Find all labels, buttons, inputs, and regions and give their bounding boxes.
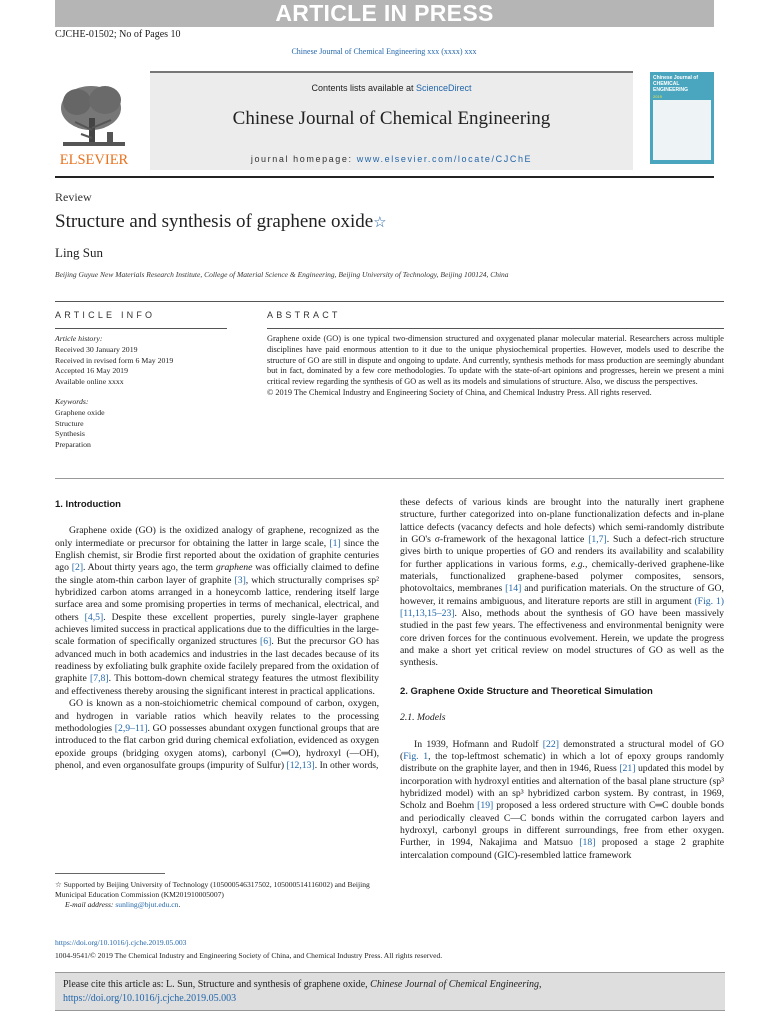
article-type: Review [55,190,92,204]
homepage-prefix: journal homepage: [250,154,357,164]
keyword: Synthesis [55,429,85,439]
journal-title: Chinese Journal of Chemical Engineering [232,108,551,129]
contents-line [150,83,633,93]
journal-reference-link[interactable]: Chinese Journal of Chemical Engineering xxx (xxxx) xxx [291,47,477,56]
footnote: ☆ Supported by Beijing University of Technology (105000546317502, 105000514116002) and Beijing Municipal Education Commission (KM201910005007) E-mail address: sunling@bjut.edu.cn. [55,880,385,910]
keyword: Graphene oxide [55,407,105,417]
history-online: Available online xxxx [55,377,124,387]
citation-prefix: Please cite this article as: L. Sun, Structure and synthesis of graphene oxide, [63,979,371,990]
keyword: Preparation [55,440,91,450]
citation-box: Please cite this article as: L. Sun, Structure and synthesis of graphene oxide, Chinese Journal of Chemical Engineering, https://doi.org/10.1016/j.cjche.2019.05.003 [55,972,725,1011]
citation-link[interactable]: [6] [260,636,272,648]
paper-title-text: Structure and synthesis of graphene oxide [55,211,374,232]
funding-note: ☆ Supported by Beijing University of Technology (105000546317502, 105000514116002) and Beijing Municipal Education Commission (KM201910005007) [55,880,370,899]
paragraph-models: In 1939, Hofmann and Rudolf [22] demonstrated a structural model of GO (Fig. 1, the top-leftmost schematic) in which a lot of epoxy groups randomly distribute on the graphite layer, and then in 1946, Ruess [21] updated this model by incorporation with hydroxyl entities and alternation of the basal plane structure (sp³ hybridized model) with an sp³ hybridized carbon system. By contrast, in 1969, Scholz and Boehm [19] proposed a less ordered structure with C═C double bonds and periodically cleaved C—C bonds within the corrugated carbon layers and hydroxyl, carbonyl groups in different surroundings, free from ether oxygen. Further, in 1994, Nakajima and Matsuo [18] proposed a stage 2 graphite intercalation compound (GIC)-resembled lattice framework [400,738,725,861]
article-id: CJCHE-01502; No of Pages 10 [55,29,181,40]
elsevier-logo[interactable] [55,80,133,166]
citation-link[interactable]: [11,13,15–23] [400,608,455,620]
citation-link[interactable]: [19] [477,800,494,812]
author-email-link[interactable]: sunling@bjut.edu.cn [115,900,179,909]
paragraph-intro-3: these defects of various kinds are brought into the naturally inert graphene structure, further categorized into on-plane functionalization defects and in-plane lattice defects (vacancy defects and hole defects) which semi-randomly distribute in GO's σ-framework of the hexagonal lattice [1,7]. Such a defect-rich structure gives birth to unique properties of GO and renders its availability and scalability for further applications in various forms, e.g., chemically-derived graphene-like materials, functionalized graphene-based polymer composites, sensors, photovoltaics, membranes [14] and purification materials. On the structure of GO, however, it remains ambiguous, and literature reports are still in argument (Fig. 1) [11,13,15–23]. Also, methods about the synthesis of GO have been massively studied in the past few years. The effectiveness and environmental benignity were core driven forces for the continuous evolvement. Herein, we update the progress and make a short yet critical review on model structures of GO as well as the synthesis. [400,497,725,669]
author-affiliation: Beijing Guyue New Materials Research Institute, College of Material Science & Engineering, Beijing University of Technology, Beijing 100124, China [55,270,509,279]
paragraph-intro-1: Graphene oxide (GO) is the oxidized analogy of graphene, recognized as the only intermediate or precursor for obtaining the latter in large scale, [1] since the English chemist, sir Brodie first reported about the oxidation of graphite centuries ago [2]. About thirty years ago, the term graphene was officially claimed to define the single atom-thin carbon layer of graphite [3], which structurally comprises sp² hybridized carbon atoms arranged in a honeycomb lattice, rendering itself large surface area and some promising properties in terms of mechanical, electrical, and others [4,5]. Despite these excellent properties, purely single-layer graphene achieves limited success in practical applications due to the difficulties in the large-scale formation of specifically organized structures [6]. But the precursor GO has advanced much in both academics and industries in the last decades because of its readiness by exfoliating bulk graphite oxide facilely prepared from the oxidation of graphite [7,8]. This bottom-down chemical strategy features the utmost flexibility and effectiveness thereby arousing the significant interest in practical applications. [55,525,379,697]
header-divider [55,176,714,178]
cover-title: Chinese Journal of CHEMICAL ENGINEERING [653,75,699,93]
abstract-bottom-divider [55,478,724,479]
citation-link[interactable]: [3] [234,574,246,586]
citation-link[interactable]: [2,9–11] [114,722,148,734]
citation-doi-link[interactable]: https://doi.org/10.1016/j.cjche.2019.05.003 [63,992,237,1004]
section-1-heading: 1. Introduction [55,499,121,510]
history-received: Received 30 January 2019 [55,344,138,354]
contents-prefix: Contents lists available at [311,83,417,93]
history-accepted: Accepted 16 May 2019 [55,366,128,376]
citation-link[interactable]: [12,13] [286,759,315,771]
abstract-heading-divider [267,328,724,329]
abstract-body [267,334,724,399]
history-label: Article history: [55,334,103,343]
citation-link[interactable]: [21] [619,763,636,775]
keywords-label: Keywords: [55,396,89,406]
doi-link[interactable]: https://doi.org/10.1016/j.cjche.2019.05.003 [55,938,187,947]
body-column-right [400,497,724,862]
copyright-notice: 1004-9541/© 2019 The Chemical Industry and Engineering Society of China, and Chemical Industry Press. All rights reserved. [55,951,443,960]
paper-title [55,211,387,233]
cover-figure [653,100,711,160]
citation-link[interactable]: [18] [579,837,596,849]
author-name: Ling Sun [55,245,104,260]
citation-link[interactable]: [1,7] [588,534,607,546]
paragraph-intro-2: GO is known as a non-stoichiometric chemical compound of carbon, oxygen, and hydrogen in variable ratios which heavily relates to the processing methodologies [2,9–11]. GO possesses abundant oxygen functional groups that are introduced to the flat carbon grid during chemical exfoliation, evidenced as oxygen epoxide groups (bridging oxygen atoms), carbonyl (C═O), hydroxyl (—OH), phenol, and even organosulfate groups (impurity of Sulfur) [12,13]. In other words, [55,698,379,771]
email-label: E-mail address: [65,900,116,909]
article-in-press-banner: ARTICLE IN PRESS [55,0,714,27]
journal-homepage [150,154,633,164]
elsevier-tree-icon [61,86,125,146]
sciencedirect-link[interactable]: ScienceDirect [416,83,472,93]
article-info-heading: ARTICLE INFO [55,310,156,320]
article-info [55,334,235,451]
section-2-heading: 2. Graphene Oxide Structure and Theoretical Simulation [400,685,653,697]
keyword: Structure [55,418,84,428]
elsevier-wordmark: ELSEVIER [59,152,129,166]
section-2-1-heading: 2.1. Models [400,712,446,724]
abstract-copyright: © 2019 The Chemical Industry and Engineering Society of China, and Chemical Industry Press. All rights reserved. [267,387,652,397]
info-top-divider [55,301,724,302]
citation-journal: Chinese Journal of Chemical Engineering [370,979,540,990]
cover-year: 2019 [653,94,662,99]
citation-link[interactable]: [7,8] [90,673,109,685]
figure-link[interactable]: (Fig. 1) [694,595,724,607]
info-heading-divider [55,328,227,329]
citation-link[interactable]: [4,5] [84,611,104,623]
journal-header [150,71,633,170]
citation-link[interactable]: [14] [505,583,522,595]
citation-link[interactable]: [1] [329,537,341,549]
history-revised: Received in revised form 6 May 2019 [55,355,174,365]
figure-link[interactable]: Fig. 1 [403,750,429,762]
footnote-divider [55,873,165,874]
citation-link[interactable]: [22] [542,738,559,750]
homepage-link[interactable]: www.elsevier.com/locate/CJChE [356,154,533,164]
abstract-heading: ABSTRACT [267,310,341,320]
title-footnote-star-icon[interactable]: ☆ [373,215,387,231]
body-column-left [55,497,379,772]
citation-link[interactable]: [2] [71,562,84,574]
journal-cover-thumbnail[interactable] [650,72,714,164]
abstract-text: Graphene oxide (GO) is one typical two-dimension structured and oxygenated planar molecular material. Researchers across multiple disciplines have paid enormous attention to it due to the unique physiochemical properties. However, models used to describe the structure of GO are still in dispute and ongoing to update. And currently, synthesis methods for mass production are seemingly abundant but in fact, dominated by a few core methodologies. To update with the state-of-art opinions and progresses, herein we present a mini critical review regarding the synthesis of GO as well as its models and simulations of structure. Also, we discuss the perspectives. [267,334,724,387]
